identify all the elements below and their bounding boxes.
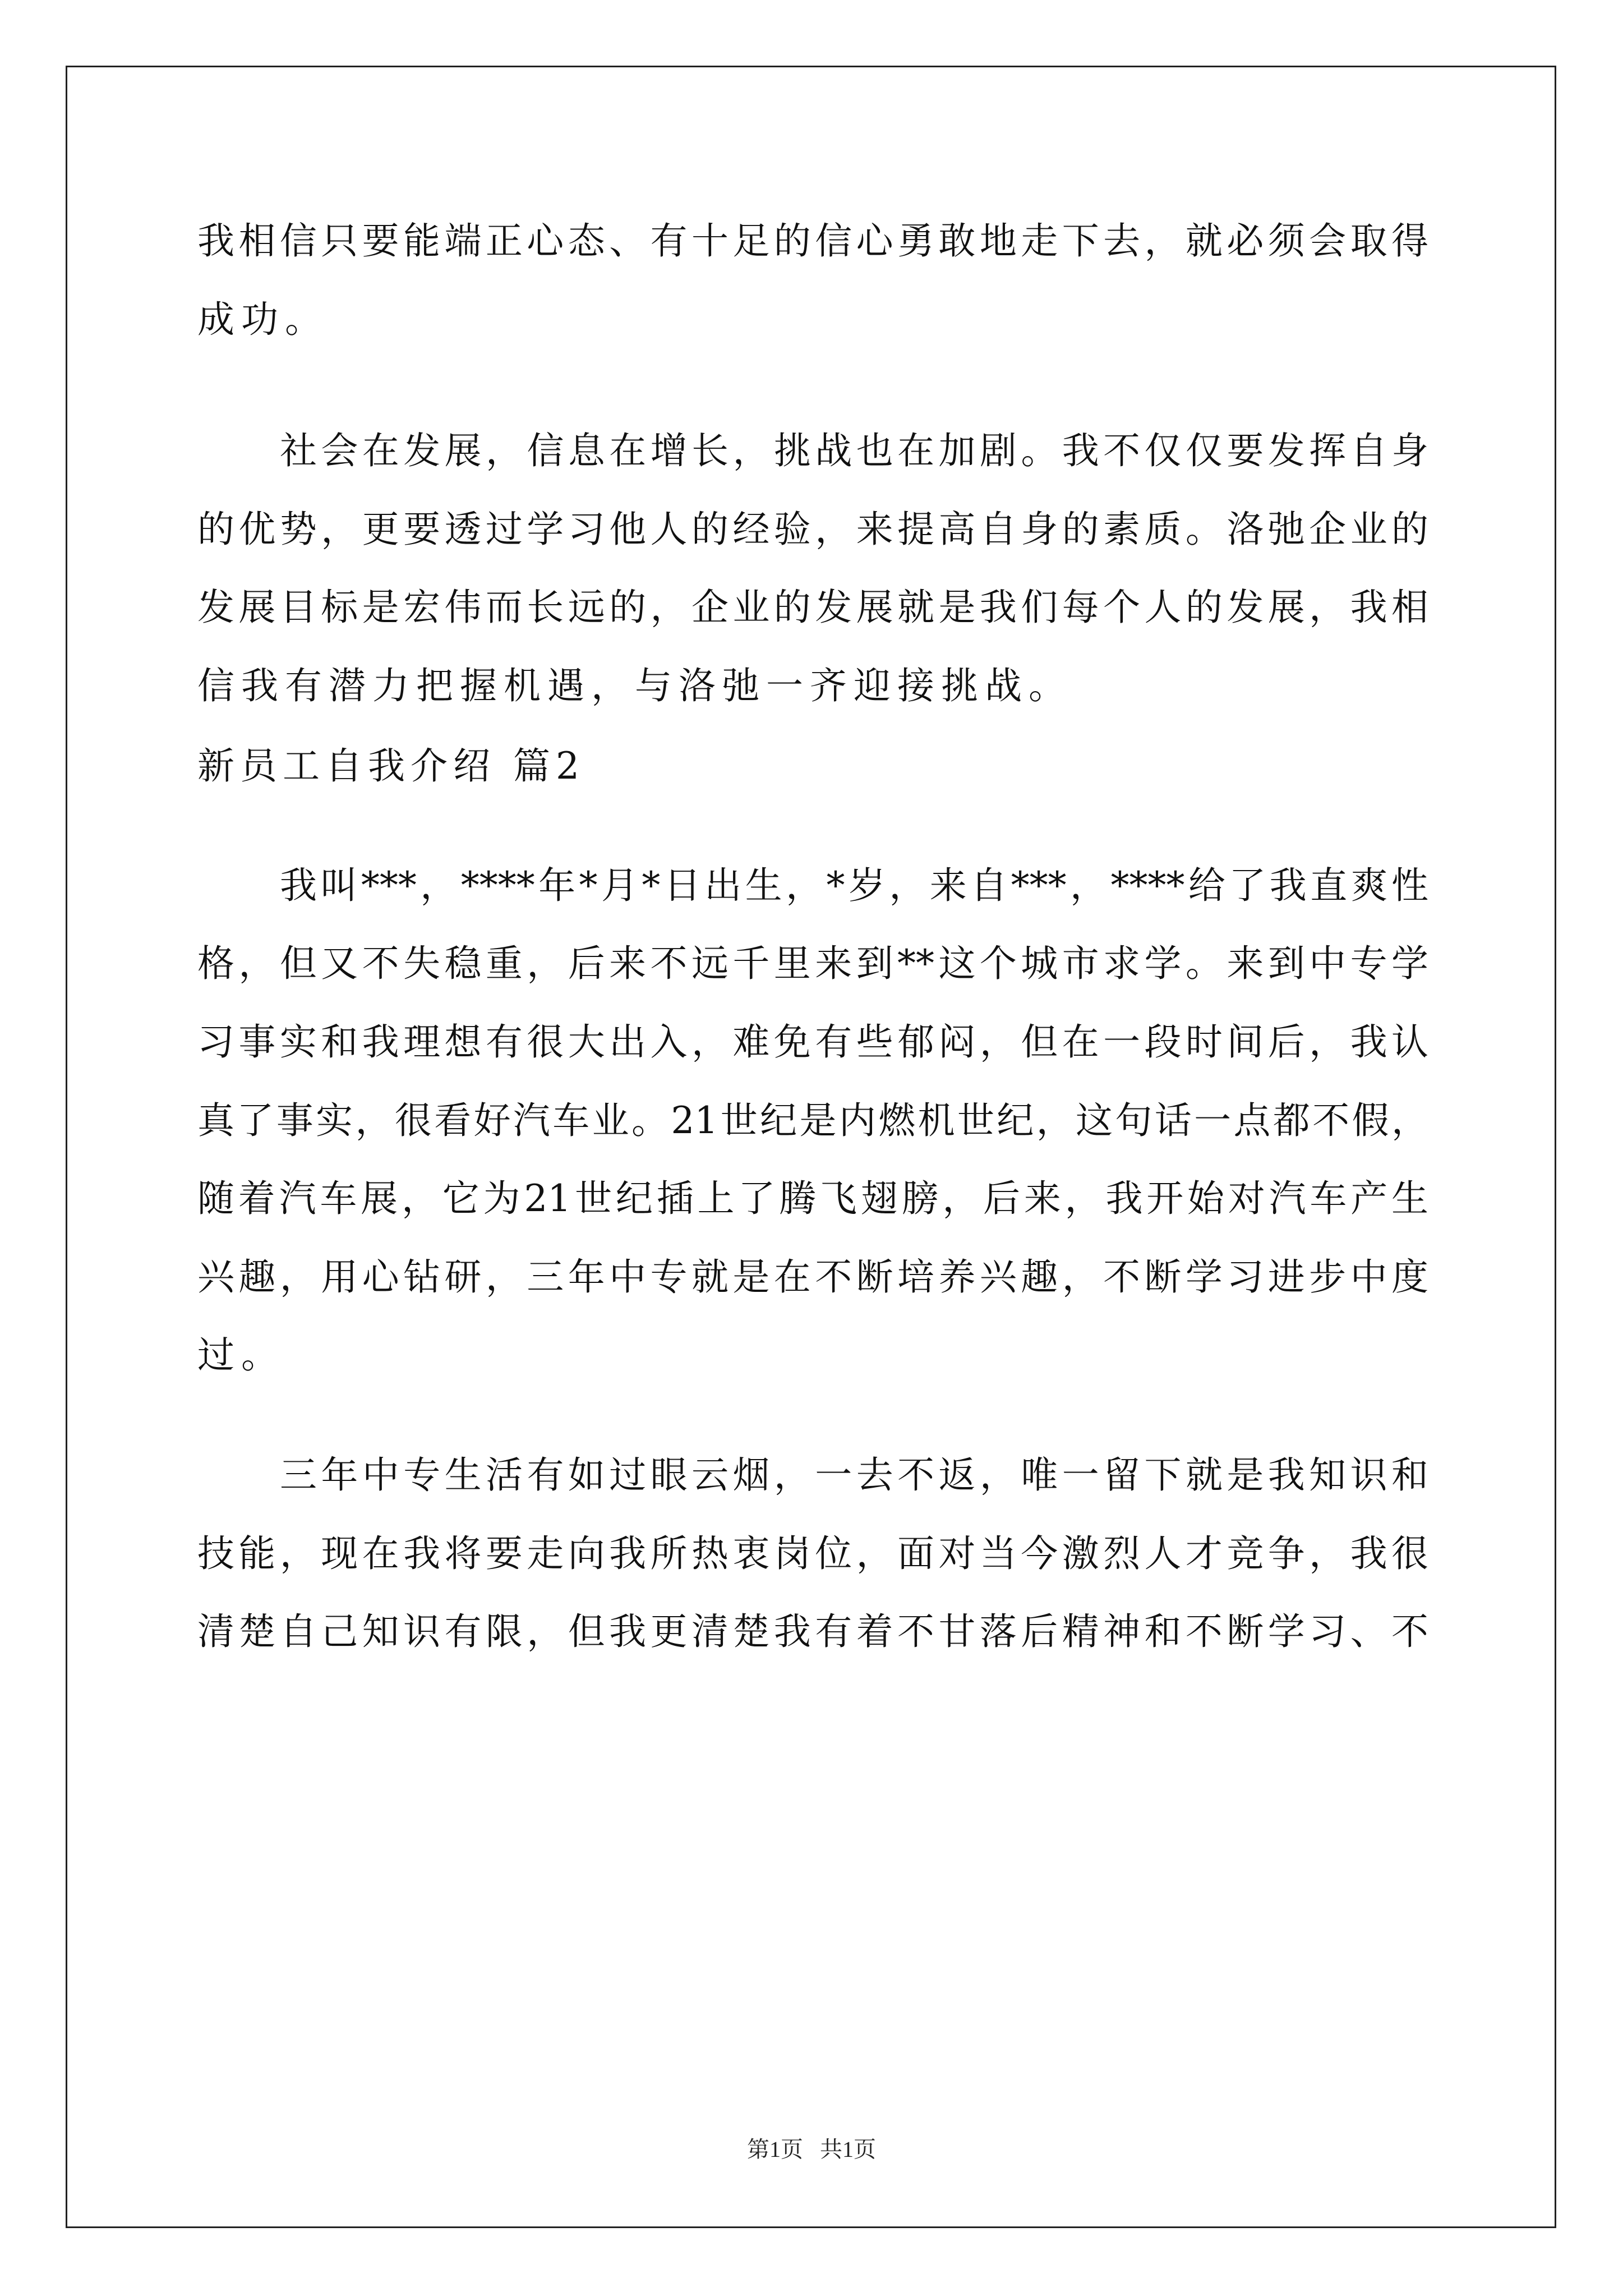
- text-line: 我相信只要能端正心态、有十足的信心勇敢地走下去，就必须会取得: [197, 219, 1428, 263]
- text-line: 兴趣，用心钻研，三年中专就是在不断培养兴趣，不断学习进步中度: [197, 1255, 1428, 1299]
- text-line: 随着汽车展，它为21世纪插上了腾飞翅膀，后来，我开始对汽车产生: [197, 1177, 1428, 1220]
- text-line: 的优势，更要透过学习他人的经验，来提高自身的素质。洛弛企业的: [197, 508, 1428, 551]
- text-line: 格，但又不失稳重，后来不远千里来到**这个城市求学。来到中专学: [197, 942, 1428, 985]
- text-line: 成功。: [197, 298, 329, 341]
- text-line: 真了事实，很看好汽车业。21世纪是内燃机世纪，这句话一点都不假，: [197, 1099, 1428, 1142]
- text-line: 我叫***，****年*月*日出生，*岁，来自***，****给了我直爽性: [280, 864, 1428, 907]
- text-line: 发展目标是宏伟而长远的，企业的发展就是我们每个人的发展，我相: [197, 586, 1428, 629]
- page-border: [66, 66, 1556, 2228]
- page-footer: [0, 2136, 1623, 2164]
- text-line: 过。: [197, 1333, 285, 1377]
- text-line: 三年中专生活有如过眼云烟，一去不返，唯一留下就是我知识和: [280, 1453, 1428, 1497]
- text-line: 社会在发展，信息在增长，挑战也在加剧。我不仅仅要发挥自身: [280, 429, 1428, 472]
- text-line: 习事实和我理想有很大出入，难免有些郁闷，但在一段时间后，我认: [197, 1020, 1428, 1064]
- text-line: 清楚自己知识有限，但我更清楚我有着不甘落后精神和不断学习、不: [197, 1610, 1428, 1653]
- section-heading: 新员工自我介绍 篇2: [197, 744, 585, 788]
- page-number-total: 共1页: [820, 2137, 876, 2162]
- page-number-current: 第1页: [747, 2137, 803, 2162]
- text-line: 信我有潜力把握机遇，与洛弛一齐迎接挑战。: [197, 664, 1072, 707]
- text-line: 技能，现在我将要走向我所热衷岗位，面对当今激烈人才竞争，我很: [197, 1532, 1428, 1575]
